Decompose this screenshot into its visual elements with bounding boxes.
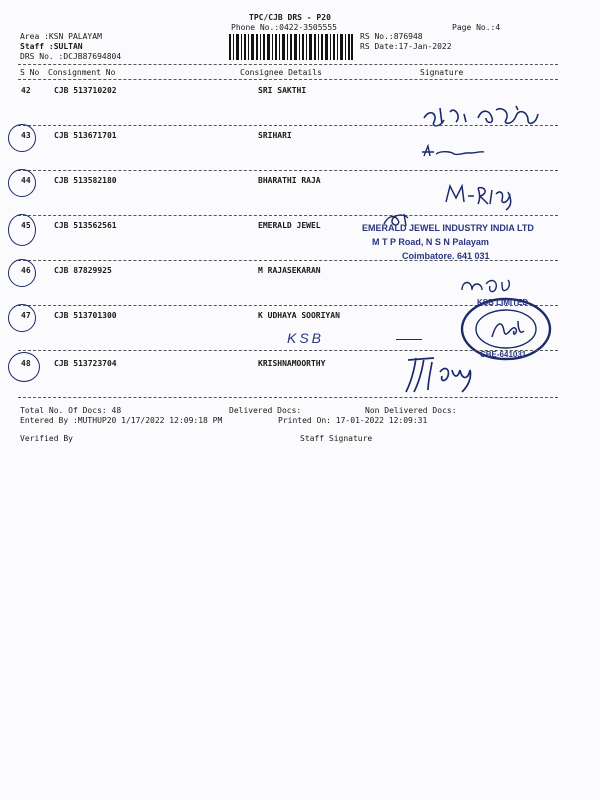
- row-consignee: SRIHARI: [258, 131, 292, 140]
- row-consignment: CJB 513723704: [54, 359, 117, 368]
- col-header-consignee: Consignee Details: [240, 68, 322, 77]
- row-consignment: CJB 513671701: [54, 131, 117, 140]
- row-consignment: CJB 513562561: [54, 221, 117, 230]
- divider: [18, 79, 558, 80]
- signature-row-43: [418, 140, 488, 164]
- row-consignee: BHARATHI RAJA: [258, 176, 321, 185]
- row-consignment: CJB 513710202: [54, 86, 117, 95]
- col-header-signature: Signature: [420, 68, 464, 77]
- seal-text-bottom: CBE-641031: [480, 350, 527, 359]
- row-sno: 44: [21, 176, 31, 185]
- row-consignment: CJB 513701300: [54, 311, 117, 320]
- signature-row-46: [458, 272, 518, 296]
- row-consignee: SRI SAKTHI: [258, 86, 307, 95]
- verified-by: Verified By: [20, 434, 73, 443]
- total-docs: Total No. Of Docs: 48: [20, 406, 122, 415]
- barcode: [229, 34, 353, 60]
- row-sno: 48: [21, 359, 31, 368]
- signature-row-44: [440, 180, 520, 210]
- rs-number: RS No.:876948: [360, 32, 423, 41]
- printed-on: Printed On: 17-01-2022 12:09:31: [278, 416, 428, 425]
- area-label: Area :KSN PALAYAM: [20, 32, 102, 41]
- row-consignee: M RAJASEKARAN: [258, 266, 321, 275]
- col-header-consignment: Consignment No: [48, 68, 116, 77]
- seal-text-top: KSB LIMITED: [477, 298, 529, 307]
- handwritten-ksb-note: KSB: [287, 330, 325, 346]
- row-sno: 42: [21, 86, 31, 95]
- col-header-sno: S No: [20, 68, 40, 77]
- row-sno: 43: [21, 131, 31, 140]
- company-stamp-line3: Coimbatore. 641 031: [402, 251, 490, 261]
- row-consignee: K UDHAYA SOORIYAN: [258, 311, 340, 320]
- handwritten-dash: [396, 339, 422, 340]
- non-delivered-docs: Non Delivered Docs:: [365, 406, 457, 415]
- signature-row-45: [378, 206, 428, 230]
- company-stamp-line1: EMERALD JEWEL INDUSTRY INDIA LTD: [362, 223, 534, 233]
- rs-date: RS Date:17-Jan-2022: [360, 42, 452, 51]
- divider: [18, 397, 558, 398]
- divider: [18, 350, 558, 351]
- row-sno: 46: [21, 266, 31, 275]
- divider: [18, 215, 558, 216]
- row-consignee: KRISHNAMOORTHY: [258, 359, 326, 368]
- divider: [18, 64, 558, 65]
- divider: [18, 125, 558, 126]
- row-consignment: CJB 513582180: [54, 176, 117, 185]
- row-circle-mark: [8, 214, 36, 246]
- document-title: TPC/CJB DRS - P20: [249, 13, 331, 22]
- company-stamp-line2: M T P Road, N S N Palayam: [372, 237, 489, 247]
- phone-number: Phone No.:0422-3505555: [231, 23, 337, 32]
- row-sno: 45: [21, 221, 31, 230]
- page-number: Page No.:4: [452, 23, 501, 32]
- row-consignment: CJB 87829925: [54, 266, 112, 275]
- staff-signature-label: Staff Signature: [300, 434, 373, 443]
- drs-number: DRS No. :DCJB87694804: [20, 52, 122, 61]
- row-sno: 47: [21, 311, 31, 320]
- divider: [18, 170, 558, 171]
- delivered-docs: Delivered Docs:: [229, 406, 302, 415]
- staff-label: Staff :SULTAN: [20, 42, 83, 51]
- entered-by: Entered By :MUTHUP20 1/17/2022 12:09:18 PM: [20, 416, 223, 425]
- divider: [18, 260, 558, 261]
- row-consignee: EMERALD JEWEL: [258, 221, 321, 230]
- signature-row-48: [402, 352, 512, 398]
